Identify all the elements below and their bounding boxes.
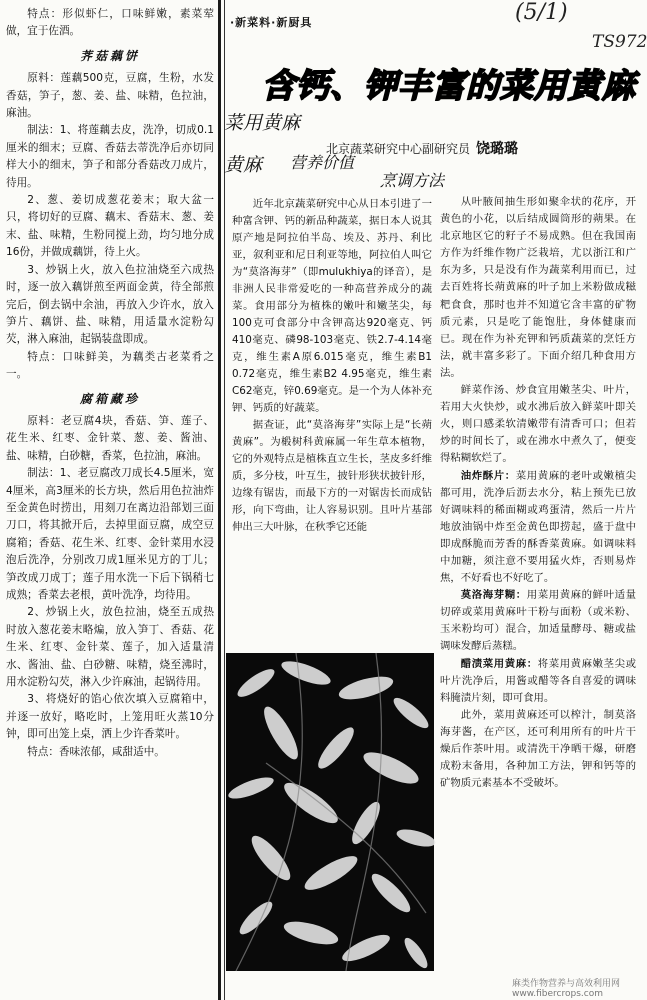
paragraph-text: 菜用黄麻的老叶或嫩植尖都可用，洗净后沥去水分，粘上预先已放好调味料的稀面糊或鸡蛋清，然后一片片地放油锅中炸至金黄色即捞起，盛于盘中即成酥脆而芳香的酥香菜黄麻。如调味料中加糖，须注意不要用猛火炸，否则易炸焦，不好看也不好吃了。 [440,469,636,585]
handwritten-note: (5/1) [515,0,568,25]
leaves-illustration [226,653,434,971]
paragraph-text: 从叶腋间抽生形如聚伞状的花序，开黄色的小花，以后结成圆筒形的蒴果。在北京地区它的籽子不易成熟。但在我国南方作为纤维作物广泛栽培，尤以浙江和广东为多，只是没有作为蔬菜利用而已，过去百姓将长蒴黄麻的叶子加上米粉做成糍粑食食，那时也并不知道它含丰富的矿物质元素，只是吃了能饱肚，身体健康而已。现在作为补充钾和钙质蔬菜的烹饪方法，就丰富多彩了。下面介绍几种食用方法。 [440,196,636,379]
column-divider [218,0,221,1000]
handwritten-note: TS972 [592,32,647,52]
left-column [6,6,214,996]
paragraph-lead: 醋渍菜用黄麻： [460,657,538,670]
byline-author: 饶璐璐 [476,141,519,157]
paragraph-text: 此外，菜用黄麻还可以榨汁，制莫洛海芽酱，在产区，还可利用所有的叶片干燥后作茶叶用。或清洗干净晒干爆，研磨成粉末备用，各种加工方法，钾和钙等的矿物质元素基本不受破坏。 [440,708,636,790]
body-paragraph: 近年北京蔬菜研究中心从日本引进了一种富含钾、钙的新品种蔬菜，据日本人说其原产地是阿拉伯半岛、埃及、苏丹、利比亚，叙利亚和尼日利亚等地，阿拉伯人叫它为“莫洛海芽”（即mulukhiya的译音），是非洲人民非常爱吃的一种高营养成分的蔬菜。食用部分为植株的嫩叶和嫩茎尖，每100克可食部分中含钾高达920毫克、钙410毫克、磷98-103毫克、铁2.7-4.14毫克，维生素A原6.015毫克，维生素B1 0.72毫克，维生素B2 4.95毫克，维生素C62毫克，锌0.69毫克。是一个为人体补充钾、钙质的好蔬菜。 [232,198,432,414]
body-paragraph [440,587,636,655]
dish2-paragraph: 3、将烧好的馅心依次填入豆腐箱中，并逐一放好，略吃时，上笼用旺火蒸10分钟，即可出笼上桌，洒上少许香菜叶。 [6,693,214,741]
paragraph-text: 用菜用黄麻的鲜叶适量切碎或菜用黄麻叶干粉与面粉（或米粉、玉米粉均可）混合，加适量酵母、糖或盐调味发酵后蒸糕。 [440,589,637,653]
dish2-paragraph: 特点：香味浓郁，咸甜适中。 [27,745,165,758]
body-paragraph [440,468,636,588]
dish1-paragraph: 制法：1、将莲藕去皮，洗净，切成0.1厘米的细末；豆腐、香菇去蒂洗净后亦切同样大小的细末，笋子和部分香菇改刀成片，待用。 [6,124,214,189]
handwritten-note: 营养价值 [290,153,355,172]
dish1-paragraph: 原料：莲藕500克，豆腐，生粉，水发香菇，笋子，葱、姜、盐、味精，色拉油，麻油。 [6,72,214,120]
handwritten-note: 菜用黄麻 [224,112,301,134]
paragraph-lead: 油炸酥片： [460,469,516,482]
paragraph-text: 将菜用黄麻嫩茎尖或叶片洗净后，用酱或醋等各自喜爱的调味料腌渍片刻，即可食用。 [440,657,637,704]
byline [326,138,518,158]
dish1-paragraph: 2、葱、姜切成葱花姜末；取大盆一只，将切好的豆腐、藕末、香菇末、葱、姜末、盐、味精，生粉同搅上劲，均匀地分成16份，并做成藕饼，待上火。 [6,194,214,259]
body-paragraph [440,656,636,707]
article-title: 含钙、钾丰富的菜用黄麻 [262,66,636,105]
site-watermark: 麻类作物营养与高效利用网 www.fibercrops.com [512,979,621,999]
dish1-paragraph: 特点：口味鲜美，为藕类古老菜肴之一。 [6,350,214,381]
paragraph-lead: 莫洛海芽糊： [460,589,527,602]
byline-org: 北京蔬菜研究中心副研究员 [326,142,471,156]
section-tag: ·新菜料·新厨具 [230,16,313,29]
body-paragraph [440,382,636,467]
middle-column [232,196,432,646]
dish1-title: 荠菇藕饼 [79,48,140,63]
body-paragraph [440,194,636,382]
body-paragraph: 据查证，此“莫洛海芽”实际上是“长蒴黄麻”。为椴树科黄麻属一年生草本植物，它的外观特点是植株直立生长，茎皮多纤维质，多分枝，叶互生，披针形狭状披针形，边缘有锯齿，而最下方的一对锯齿长而成钻形，向下弯曲，让人容易识别。且叶片基部伸出三大叶脉，在秋季它还能 [232,419,432,533]
intro-paragraph: 特点：形似虾仁，口味鲜嫩，素菜荤做，宜于佐酒。 [6,8,214,38]
handwritten-note: 黄麻 [224,154,263,176]
dish1-paragraph: 3、炒锅上火，放入色拉油烧至六成热时，逐一放入藕饼煎至两面金黄，待全部煎完后，倒去锅中余油，再放入少许水，放入笋片、藕饼、盐、味精，用适量水淀粉勾芡，淋入麻油，起锅装盘即成。 [6,263,214,346]
dish2-paragraph: 原料：老豆腐4块，香菇、笋、莲子、花生米、红枣、金针菜、葱、姜、酱油、盐、味精，白砂糖，香菜，色拉油，麻油。 [6,414,214,462]
jute-leaves-photo [226,653,434,971]
right-column [440,194,636,994]
body-paragraph [440,707,636,792]
dish2-paragraph: 制法：1、老豆腐改刀成长4.5厘米，宽4厘米，高3厘米的长方块，然后用色拉油炸至金黄色时捞出，用刻刀在离边沿部划三面刀口，将其掀开后，去掉里面豆腐，成空豆腐箱；香菇、花生米、红枣、金针菜用水浸泡后洗净，分别改刀成1厘米见方的丁儿；笋改成刀成丁；莲子用水洗一下后下锅稍七成熟；香菜去老根，黄叶洗净，均待用。 [6,467,214,601]
dish2-title: 腐箱藏珍 [79,391,140,406]
handwritten-note: 烹调方法 [380,171,445,190]
dish2-paragraph: 2、炒锅上火，放色拉油，烧至五成热时放入葱花姜末略煸，放入笋丁、香菇、花生米、红枣、金针菜、莲子，加入适量清水、酱油、盐、白砂糖、味精，烧至沸时，用水淀粉勾芡，淋入少许麻油，起锅待用。 [6,606,214,689]
paragraph-text: 鲜菜作汤、炒食宜用嫩茎尖、叶片，若用大火快炒，或水沸后放入鲜菜叶即关火，则口感柔软清嫩带有清香可口；但若炒的时间长了，或在沸水中煮久了，便变得粘糊软烂了。 [440,384,636,465]
